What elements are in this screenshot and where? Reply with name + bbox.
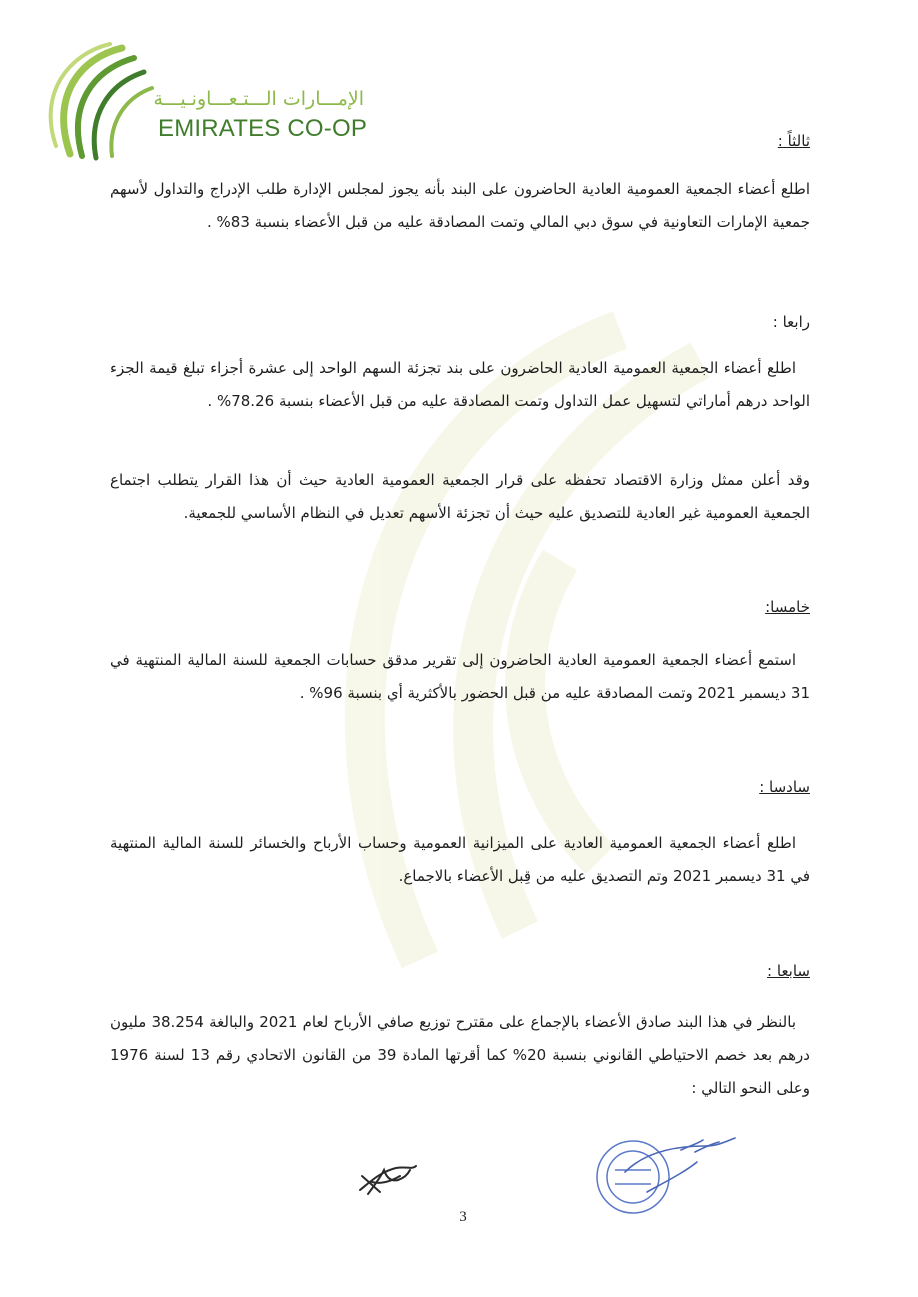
section-7-paragraph: بالنظر في هذا البند صادق الأعضاء بالإجماع على مقترح توزيع صافي الأرباح لعام 2021 والبالغة 38.254 مليون درهم بعد خصم الاحتياطي القانوني بنسبة 20% كما أقرتها المادة 39 من القانون الاتحادي رقم 13 لسنة 1976 وعلى النحو التالي : bbox=[110, 1013, 810, 1097]
section-4-paragraph-1: اطلع أعضاء الجمعية العمومية العادية الحاضرون على بند تجزئة السهم الواحد إلى عشرة أجزاء تبلغ قيمة الجزء الواحد درهم أماراتي لتسهيل عمل التداول وتمت المصادقة عليه من قبل الأعضاء بنسبة 78.26% . bbox=[110, 359, 810, 410]
section-4-paragraph-2: وقد أعلن ممثل وزارة الاقتصاد تحفظه على قرار الجمعية العمومية العادية حيث أن هذا القرار يتطلب اجتماع الجمعية العمومية غير العادية للتصديق عليه حيث أن تجزئة الأسهم تعديل في النظام الأساسي للجمعية. bbox=[110, 471, 810, 522]
page-number: 3 bbox=[459, 1209, 467, 1225]
section-4-heading: رابعا : bbox=[772, 313, 810, 331]
section-3-heading: ثالثاً : bbox=[777, 132, 810, 150]
handwritten-signature bbox=[350, 1152, 430, 1202]
section-3-paragraph: اطلع أعضاء الجمعية العمومية العادية الحاضرون على البند بأنه يجوز لمجلس الإدارة طلب الإدراج والتداول لأسهم جمعية الإمارات التعاونية في سوق دبي المالي وتمت المصادقة عليه من قبل الأعضاء بنسبة 83% . bbox=[110, 180, 810, 231]
section-5-heading: خامسا: bbox=[765, 598, 810, 616]
emirates-coop-logo bbox=[30, 36, 368, 171]
official-stamp bbox=[585, 1132, 745, 1222]
section-7-heading: سابعا : bbox=[767, 962, 810, 980]
logo-english-text: EMIRATES CO-OP bbox=[158, 115, 368, 142]
logo-arabic-text: الإمـــارات الـــتـعـــاونـيـــة bbox=[153, 88, 364, 110]
logo-leaf-icon bbox=[30, 36, 170, 171]
section-6-heading: سادسا : bbox=[759, 778, 810, 796]
section-6-paragraph: اطلع أعضاء الجمعية العمومية العادية على الميزانية العمومية وحساب الأرباح والخسائر للسنة المالية المنتهية في 31 ديسمبر 2021 وتم التصديق عليه من قِبل الأعضاء بالاجماع. bbox=[110, 834, 810, 885]
section-5-paragraph: استمع أعضاء الجمعية العمومية العادية الحاضرون إلى تقرير مدقق حسابات الجمعية للسنة المالية المنتهية في 31 ديسمبر 2021 وتمت المصادقة عليه من قبل الحضور بالأكثرية أي بنسبة 96% . bbox=[110, 651, 810, 702]
